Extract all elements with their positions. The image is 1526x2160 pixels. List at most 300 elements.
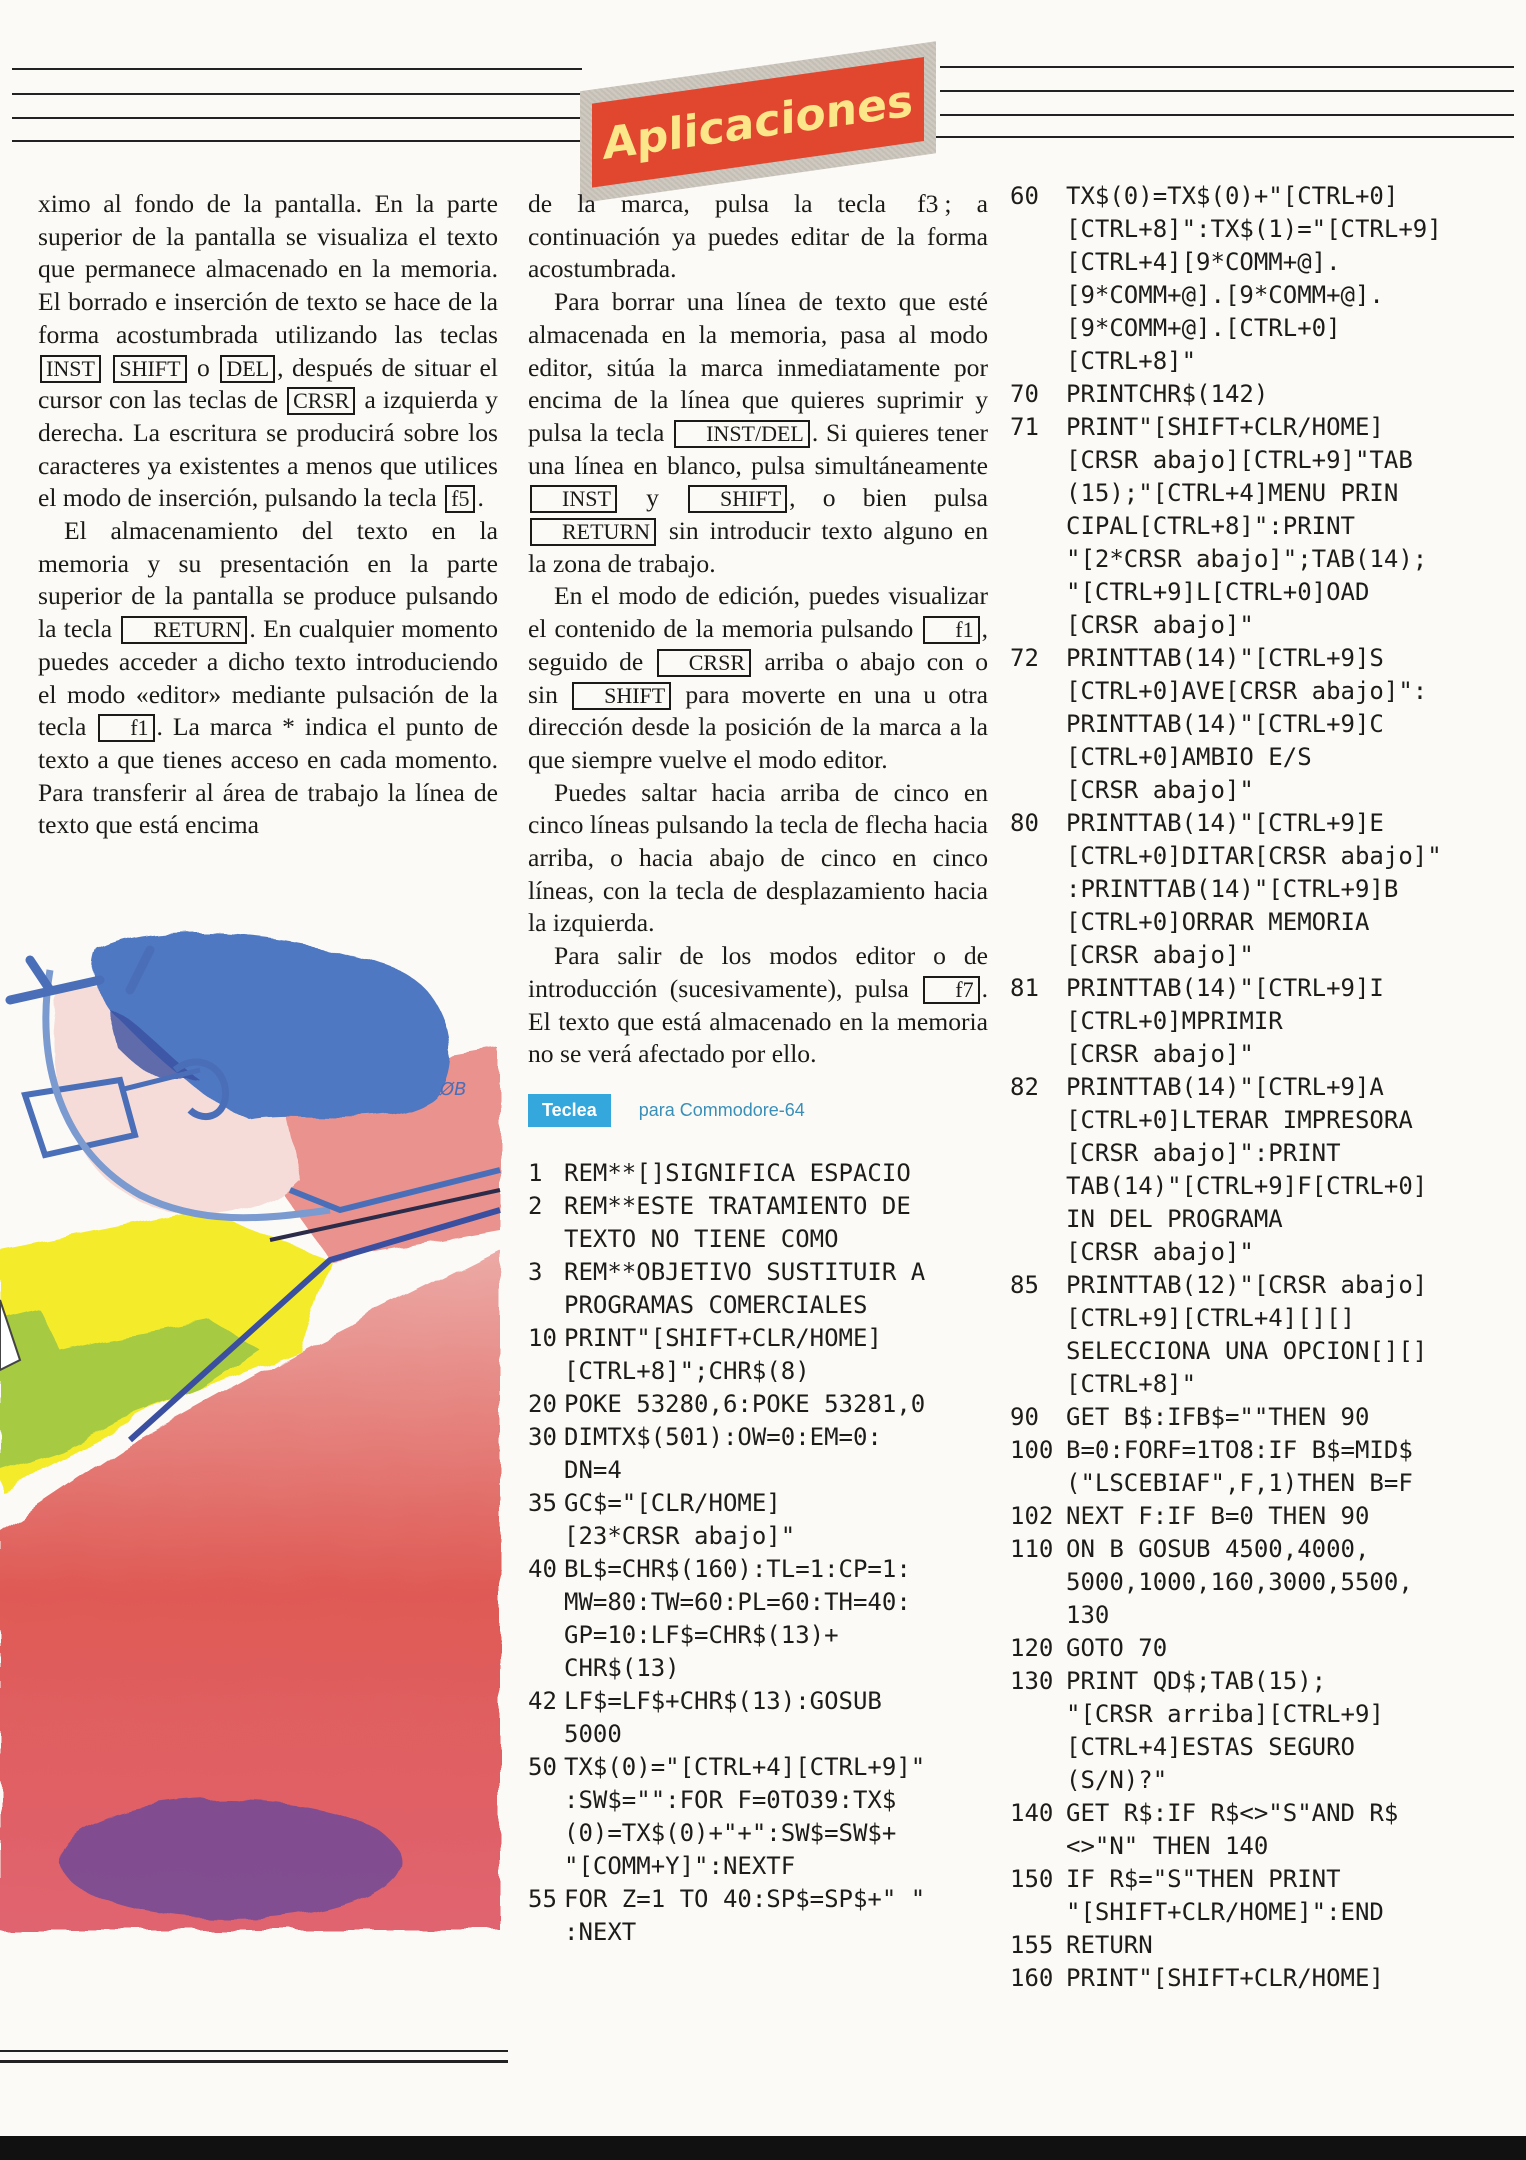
code-text: [CRSR abajo][CTRL+9]"TAB — [1066, 446, 1413, 474]
line-number — [1010, 1830, 1066, 1863]
code-line — [528, 1322, 988, 1355]
footer-rule — [0, 2060, 508, 2063]
line-number — [1010, 1170, 1066, 1203]
keycap-label: SHIFT — [113, 355, 186, 383]
line-number: 120 — [1010, 1634, 1054, 1662]
line-number — [528, 1718, 564, 1751]
code-text: [CRSR abajo]":PRINT — [1066, 1139, 1341, 1167]
line-number — [1010, 1467, 1066, 1500]
keycap-label: SHIFT — [688, 485, 787, 513]
line-number — [1010, 1038, 1066, 1071]
code-text: ON B GOSUB 4500,4000, — [1066, 1535, 1370, 1563]
paragraph — [528, 580, 988, 776]
code-line — [1010, 840, 1520, 873]
code-line — [1010, 279, 1520, 312]
code-text: GET R$:IF R$<>"S"AND R$ — [1066, 1799, 1399, 1827]
code-line — [1010, 213, 1520, 246]
line-number — [1010, 1566, 1066, 1599]
keycap-label: CRSR — [287, 387, 355, 415]
code-text: REM**[]SIGNIFICA ESPACIO — [564, 1158, 911, 1187]
line-number — [528, 1454, 564, 1487]
code-text: ("LSCEBIAF",F,1)THEN B=F — [1066, 1469, 1413, 1497]
line-number — [1010, 1203, 1066, 1236]
code-text: REM**OBJETIVO SUSTITUIR A — [564, 1257, 926, 1286]
code-line — [1010, 873, 1520, 906]
code-text: :PRINTTAB(14)"[CTRL+9]B — [1066, 875, 1399, 903]
line-number — [528, 1520, 564, 1553]
code-line — [1010, 1104, 1520, 1137]
line-number — [1010, 906, 1066, 939]
code-line — [1010, 1533, 1520, 1566]
keycap-label: f1 — [923, 616, 979, 644]
line-number — [1010, 939, 1066, 972]
line-number — [1010, 1764, 1066, 1797]
keycap-label: f1 — [98, 714, 154, 742]
code-line — [1010, 510, 1520, 543]
teclea-badge: Teclea — [528, 1094, 611, 1127]
code-line — [1010, 345, 1520, 378]
code-line — [528, 1850, 988, 1883]
line-number — [528, 1652, 564, 1685]
line-number: 10 — [528, 1323, 557, 1352]
paragraph — [528, 777, 988, 941]
code-text: [CTRL+8]":TX$(1)="[CTRL+9] — [1066, 215, 1442, 243]
section-title: Aplicaciones — [602, 74, 914, 170]
line-number: 160 — [1010, 1964, 1054, 1992]
code-line — [528, 1520, 988, 1553]
code-line — [1010, 642, 1520, 675]
code-text: CIPAL[CTRL+8]":PRINT — [1066, 512, 1355, 540]
line-number — [1010, 1368, 1066, 1401]
code-line — [1010, 1368, 1520, 1401]
code-line — [1010, 246, 1520, 279]
text-run: . — [477, 483, 484, 513]
line-number: 42 — [528, 1686, 557, 1715]
code-text: PRINTTAB(14)"[CTRL+9]A — [1066, 1073, 1384, 1101]
code-text: PRINTTAB(14)"[CTRL+9]C — [1066, 710, 1384, 738]
code-text: [CTRL+8]" — [1066, 1370, 1197, 1398]
code-text: [CTRL+0]MPRIMIR — [1066, 1007, 1283, 1035]
code-text: IN DEL PROGRAMA — [1066, 1205, 1283, 1233]
code-text: :NEXT — [564, 1917, 637, 1946]
line-number: 80 — [1010, 809, 1039, 837]
code-text: PRINT"[SHIFT+CLR/HOME] — [1066, 413, 1384, 441]
code-line — [528, 1817, 988, 1850]
code-line — [1010, 1599, 1520, 1632]
line-number — [1010, 1005, 1066, 1038]
code-line — [528, 1586, 988, 1619]
code-line — [1010, 807, 1520, 840]
article-column-1 — [38, 188, 498, 842]
code-text: [CTRL+0]AVE[CRSR abajo]": — [1066, 677, 1428, 705]
code-text: TAB(14)"[CTRL+9]F[CTRL+0] — [1066, 1172, 1428, 1200]
code-text: PRINTTAB(14)"[CTRL+9]I — [1066, 974, 1384, 1002]
code-line — [528, 1883, 988, 1916]
rule-line — [940, 90, 1514, 92]
line-number — [1010, 1302, 1066, 1335]
line-number — [1010, 675, 1066, 708]
text-run: de la marca, pulsa la tecla — [528, 189, 912, 218]
code-line — [528, 1388, 988, 1421]
code-line — [1010, 609, 1520, 642]
code-line — [1010, 1962, 1520, 1995]
code-line — [1010, 1566, 1520, 1599]
text-run: y — [618, 483, 687, 513]
code-text: PRINT QD$;TAB(15); — [1066, 1667, 1327, 1695]
code-text: [CTRL+0]AMBIO E/S — [1066, 743, 1312, 771]
text-run: ; a continuación ya puedes editar de la forma acostumbrada. — [528, 189, 988, 284]
line-number — [528, 1619, 564, 1652]
text-run: a izquierda y derecha. La escritura se producirá sobre los caracteres ya existentes a menos que utilices el modo de inserción, pulsando la tecla — [38, 385, 498, 513]
code-text: PRINTCHR$(142) — [1066, 380, 1269, 408]
code-line — [1010, 1797, 1520, 1830]
keycap-label: INST/DEL — [674, 420, 810, 448]
line-number: 130 — [1010, 1667, 1054, 1695]
code-text: CHR$(13) — [564, 1653, 680, 1682]
line-number: 85 — [1010, 1271, 1039, 1299]
text-run: Puedes saltar hacia arriba de cinco en cinco líneas pulsando la tecla de flecha hacia arriba, o hacia abajo de cinco en cinco líneas, con la tecla de desplazamiento hacia la izquierda. — [528, 777, 988, 938]
keycap-label: DEL — [220, 355, 275, 383]
code-text: TEXTO NO TIENE COMO — [564, 1224, 839, 1253]
line-number: 70 — [1010, 380, 1039, 408]
code-text: (0)=TX$(0)+"+":SW$=SW$+ — [564, 1818, 897, 1847]
keycap-label: INST — [530, 485, 617, 513]
keycap-label: f7 — [923, 976, 979, 1004]
code-line — [1010, 939, 1520, 972]
code-line — [1010, 1269, 1520, 1302]
code-line — [528, 1916, 988, 1949]
paragraph — [528, 940, 988, 1071]
code-text: [CTRL+4][9*COMM+@]. — [1066, 248, 1341, 276]
code-line — [1010, 444, 1520, 477]
code-text: :SW$="":FOR F=0TO39:TX$ — [564, 1785, 897, 1814]
text-run: Para borrar una línea de texto que esté almacenada en la memoria, pasa al modo editor, sitúa la marca inmediatamente por encima de la línea que quieres suprimir y pulsa la tecla — [528, 287, 988, 447]
code-text: PRINT"[SHIFT+CLR/HOME] — [1066, 1964, 1384, 1992]
code-line — [1010, 576, 1520, 609]
code-text: [CTRL+0]LTERAR IMPRESORA — [1066, 1106, 1413, 1134]
code-line — [1010, 906, 1520, 939]
rule-line — [940, 114, 1514, 116]
code-text: "[COMM+Y]":NEXTF — [564, 1851, 796, 1880]
code-line — [1010, 1764, 1520, 1797]
line-number: 150 — [1010, 1865, 1054, 1893]
text-run: . El texto que está almacenado en la memoria no se verá afectado por ello. — [528, 973, 988, 1069]
code-text: "[CRSR arriba][CTRL+9] — [1066, 1700, 1384, 1728]
code-line — [1010, 411, 1520, 444]
code-line — [1010, 1467, 1520, 1500]
text-run: , seguido de — [528, 614, 988, 676]
line-number: 71 — [1010, 413, 1039, 441]
code-text: [CTRL+4]ESTAS SEGURO — [1066, 1733, 1355, 1761]
line-number — [1010, 609, 1066, 642]
text-run: , después de situar el cursor con las teclas de — [38, 352, 498, 415]
code-text: GOTO 70 — [1066, 1634, 1168, 1662]
code-line — [1010, 972, 1520, 1005]
code-text: [9*COMM+@].[CTRL+0] — [1066, 314, 1341, 342]
code-line — [1010, 1170, 1520, 1203]
code-text: [CTRL+0]ORRAR MEMORIA — [1066, 908, 1370, 936]
line-number — [1010, 246, 1066, 279]
code-text: IF R$="S"THEN PRINT — [1066, 1865, 1341, 1893]
line-number — [1010, 1104, 1066, 1137]
code-text: TX$(0)=TX$(0)+"[CTRL+0] — [1066, 182, 1399, 210]
rule-line — [930, 136, 1514, 138]
code-text: [23*CRSR abajo]" — [564, 1521, 796, 1550]
line-number — [1010, 840, 1066, 873]
code-line — [528, 1256, 988, 1289]
code-line — [1010, 1896, 1520, 1929]
code-line — [528, 1619, 988, 1652]
code-text: 5000 — [564, 1719, 622, 1748]
code-text: (15);"[CTRL+4]MENU PRIN — [1066, 479, 1399, 507]
line-number — [1010, 1896, 1066, 1929]
key-label: f3 — [917, 189, 939, 218]
text-run: . Si quieres tener una línea en blanco, pulsa simultáneamente — [528, 417, 988, 480]
keycap-label: INST — [40, 355, 101, 383]
code-line — [1010, 1830, 1520, 1863]
code-text: B=0:FORF=1TO8:IF B$=MID$ — [1066, 1436, 1413, 1464]
line-number — [1010, 543, 1066, 576]
code-text: [CRSR abajo]" — [1066, 1238, 1254, 1266]
code-text: [CRSR abajo]" — [1066, 1040, 1254, 1068]
code-line — [1010, 1335, 1520, 1368]
code-line — [1010, 1005, 1520, 1038]
code-line — [528, 1751, 988, 1784]
code-text: MW=80:TW=60:PL=60:TH=40: — [564, 1587, 911, 1616]
code-text: PRINTTAB(12)"[CRSR abajo] — [1066, 1271, 1428, 1299]
artist-signature: ØB — [440, 1079, 467, 1100]
line-number: 155 — [1010, 1931, 1054, 1959]
text-run — [103, 353, 112, 382]
code-text: LF$=LF$+CHR$(13):GOSUB — [564, 1686, 882, 1715]
code-text: PRINT"[SHIFT+CLR/HOME] — [564, 1323, 882, 1352]
rule-line — [12, 68, 582, 70]
code-line — [528, 1355, 988, 1388]
code-line — [1010, 741, 1520, 774]
keycap-label: RETURN — [530, 518, 656, 546]
rule-line — [12, 140, 582, 142]
line-number — [1010, 1137, 1066, 1170]
illustration-graphic — [0, 930, 505, 2010]
line-number — [1010, 444, 1066, 477]
code-text: [CTRL+0]DITAR[CRSR abajo]" — [1066, 842, 1442, 870]
line-number: 40 — [528, 1554, 557, 1583]
text-run: El almacenamiento del texto en la memoria y su presentación en la parte superior de la pantalla se produce pulsando la tecla — [38, 516, 498, 644]
line-number — [528, 1223, 564, 1256]
column-2-prose — [528, 188, 988, 1071]
code-text: RETURN — [1066, 1931, 1153, 1959]
teclea-subtitle: para Commodore-64 — [638, 1100, 805, 1121]
line-number: 72 — [1010, 644, 1039, 672]
line-number — [1010, 873, 1066, 906]
footer-rule — [0, 2050, 508, 2052]
code-line — [1010, 477, 1520, 510]
code-line — [1010, 312, 1520, 345]
line-number: 81 — [1010, 974, 1039, 1002]
paragraph — [38, 188, 498, 515]
line-number: 30 — [528, 1422, 557, 1451]
code-line — [528, 1421, 988, 1454]
code-line — [528, 1784, 988, 1817]
code-line — [528, 1289, 988, 1322]
code-line — [1010, 1698, 1520, 1731]
code-line — [1010, 1038, 1520, 1071]
scan-edge-shadow — [0, 2136, 1526, 2160]
line-number: 100 — [1010, 1436, 1054, 1464]
line-number — [1010, 1698, 1066, 1731]
line-number: 1 — [528, 1158, 543, 1187]
line-number: 110 — [1010, 1535, 1054, 1563]
code-text: PRINTTAB(14)"[CTRL+9]E — [1066, 809, 1384, 837]
code-line — [528, 1652, 988, 1685]
code-line — [1010, 1665, 1520, 1698]
code-text: GC$="[CLR/HOME] — [564, 1488, 781, 1517]
code-line — [1010, 708, 1520, 741]
line-number — [1010, 345, 1066, 378]
code-text: "[CTRL+9]L[CTRL+0]OAD — [1066, 578, 1370, 606]
line-number — [1010, 576, 1066, 609]
line-number — [1010, 708, 1066, 741]
line-number: 60 — [1010, 182, 1039, 210]
code-text: SELECCIONA UNA OPCION[][] — [1066, 1337, 1428, 1365]
line-number — [528, 1850, 564, 1883]
line-number — [1010, 774, 1066, 807]
code-text: REM**ESTE TRATAMIENTO DE — [564, 1191, 911, 1220]
code-line — [1010, 1863, 1520, 1896]
code-line — [528, 1190, 988, 1223]
line-number: 2 — [528, 1191, 543, 1220]
line-number — [1010, 213, 1066, 246]
text-run: En el modo de edición, puedes visualizar el contenido de la memoria pulsando — [528, 581, 988, 644]
line-number — [1010, 1335, 1066, 1368]
code-line — [1010, 1434, 1520, 1467]
rule-line — [12, 117, 582, 119]
code-line — [1010, 180, 1520, 213]
code-text: DIMTX$(501):OW=0:EM=0: — [564, 1422, 882, 1451]
rule-line — [12, 93, 582, 95]
keycap-label: f5 — [445, 485, 475, 513]
code-text: [CRSR abajo]" — [1066, 941, 1254, 969]
watercolor-illustration — [0, 930, 505, 2010]
text-run: . En cualquier momento puedes acceder a dicho texto introduciendo el modo «editor» mediante pulsación de la tecla — [38, 614, 498, 742]
code-line — [528, 1454, 988, 1487]
line-number — [528, 1289, 564, 1322]
line-number: 140 — [1010, 1799, 1054, 1827]
code-line — [1010, 1731, 1520, 1764]
line-number — [528, 1817, 564, 1850]
code-line — [1010, 1203, 1520, 1236]
paragraph — [528, 188, 988, 286]
code-text: (S/N)?" — [1066, 1766, 1168, 1794]
line-number — [1010, 1236, 1066, 1269]
code-line — [528, 1157, 988, 1190]
code-line — [528, 1685, 988, 1718]
code-line — [1010, 1500, 1520, 1533]
basic-listing-part-1 — [528, 1157, 988, 1949]
rule-line — [940, 66, 1514, 68]
text-run: o — [188, 352, 219, 382]
code-line — [1010, 1137, 1520, 1170]
text-run: arriba o abajo con o sin — [528, 646, 989, 709]
article-column-2 — [528, 188, 988, 1949]
code-text: DN=4 — [564, 1455, 622, 1484]
code-text: GP=10:LF$=CHR$(13)+ — [564, 1620, 839, 1649]
code-line — [1010, 1236, 1520, 1269]
code-line — [1010, 1929, 1520, 1962]
code-text: FOR Z=1 TO 40:SP$=SP$+" " — [564, 1884, 926, 1913]
keycap-label: RETURN — [121, 616, 247, 644]
code-text: BL$=CHR$(160):TL=1:CP=1: — [564, 1554, 911, 1583]
text-run: ximo al fondo de la pantalla. En la parte superior de la pantalla se visualiza el texto que permanece almacenado en la memoria. El borrado e inserción de texto se hace de la forma acostumbrada utilizando las teclas — [38, 189, 498, 349]
code-line — [528, 1718, 988, 1751]
code-text: [CTRL+8]";CHR$(8) — [564, 1356, 810, 1385]
text-run: sin introducir texto alguno en la zona de trabajo. — [528, 516, 988, 578]
code-text: POKE 53280,6:POKE 53281,0 — [564, 1389, 926, 1418]
line-number — [1010, 1731, 1066, 1764]
line-number — [528, 1784, 564, 1817]
code-text: [9*COMM+@].[9*COMM+@]. — [1066, 281, 1384, 309]
code-text: [CTRL+8]" — [1066, 347, 1197, 375]
code-text: 5000,1000,160,3000,5500, — [1066, 1568, 1413, 1596]
text-run: para moverte en una u otra dirección desde la posición de la marca a la que siempre vuelve el modo editor. — [528, 679, 988, 774]
paragraph — [38, 515, 498, 842]
code-text: [CRSR abajo]" — [1066, 611, 1254, 639]
line-number: 102 — [1010, 1502, 1054, 1530]
code-line — [1010, 1302, 1520, 1335]
text-run: , o bien pulsa — [789, 483, 988, 513]
line-number — [1010, 279, 1066, 312]
code-text: <>"N" THEN 140 — [1066, 1832, 1269, 1860]
code-line — [528, 1223, 988, 1256]
text-run: Para salir de los modos editor o de introducción (sucesivamente), pulsa — [528, 941, 988, 1003]
line-number — [1010, 510, 1066, 543]
code-text: PRINTTAB(14)"[CTRL+9]S — [1066, 644, 1384, 672]
code-line — [1010, 543, 1520, 576]
code-text: TX$(0)="[CTRL+4][CTRL+9]" — [564, 1752, 926, 1781]
keycap-label: SHIFT — [572, 682, 671, 710]
code-line — [1010, 378, 1520, 411]
code-line — [1010, 1401, 1520, 1434]
listing-header — [528, 1091, 988, 1131]
line-number — [1010, 741, 1066, 774]
paragraph — [528, 286, 988, 580]
code-text: GET B$:IFB$=""THEN 90 — [1066, 1403, 1370, 1431]
line-number — [1010, 477, 1066, 510]
code-line — [1010, 1632, 1520, 1665]
code-text: 130 — [1066, 1601, 1110, 1629]
code-text: [CRSR abajo]" — [1066, 776, 1254, 804]
line-number: 55 — [528, 1884, 557, 1913]
line-number: 50 — [528, 1752, 557, 1781]
line-number — [528, 1916, 564, 1949]
code-text: PROGRAMAS COMERCIALES — [564, 1290, 868, 1319]
code-line — [528, 1487, 988, 1520]
line-number — [1010, 1599, 1066, 1632]
code-text: NEXT F:IF B=0 THEN 90 — [1066, 1502, 1370, 1530]
code-text: "[SHIFT+CLR/HOME]":END — [1066, 1898, 1384, 1926]
keycap-label: CRSR — [657, 649, 751, 677]
code-text: [CTRL+9][CTRL+4][][] — [1066, 1304, 1355, 1332]
line-number: 35 — [528, 1488, 557, 1517]
code-line — [1010, 1071, 1520, 1104]
line-number: 20 — [528, 1389, 557, 1418]
basic-listing-part-2 — [1010, 180, 1520, 1995]
code-text: "[2*CRSR abajo]";TAB(14); — [1066, 545, 1428, 573]
code-line — [1010, 675, 1520, 708]
line-number — [528, 1586, 564, 1619]
line-number: 3 — [528, 1257, 543, 1286]
code-line — [1010, 774, 1520, 807]
